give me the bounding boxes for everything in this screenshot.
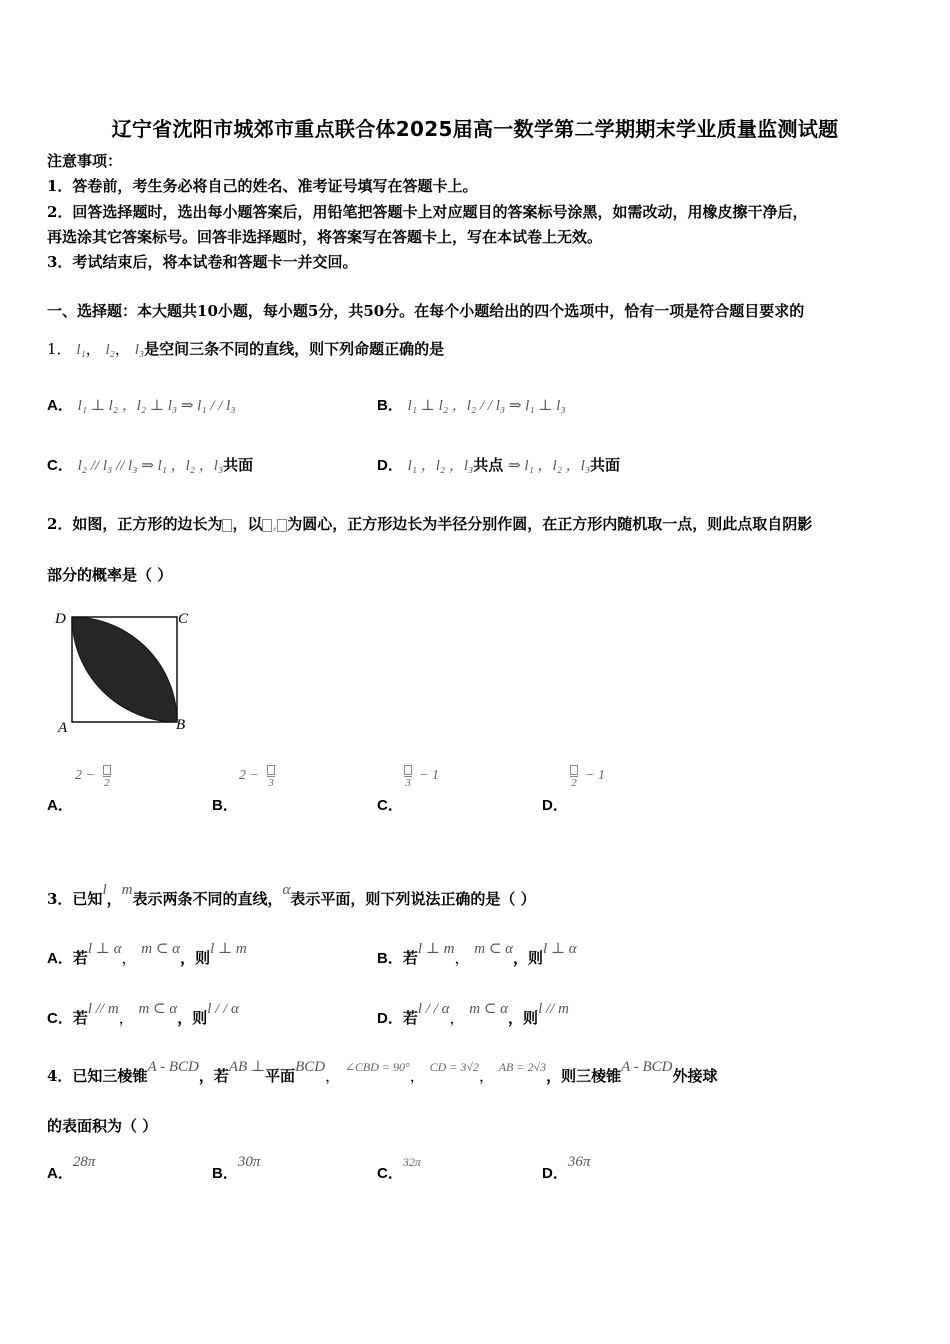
q1-option-b[interactable] [377,395,566,416]
q3-c-then: ，则 [177,1009,208,1027]
option-label: B． [212,1165,238,1182]
q2-d-post: − 1 [585,768,605,783]
q3-mid: 表示两条不同的直线， [132,890,283,908]
q2-option-a[interactable] [47,764,177,812]
q1-d-mid: 共点 [473,456,504,474]
vertex-a-label: A [58,720,68,736]
q1-b-expr: l₁ ⊥ l₂ ，l₂ / / l₃ ⇒ l₁ ⊥ l₃ [407,398,566,414]
option-label: B．若 [377,950,418,967]
lens-shaded-region [72,617,177,722]
q1-stem [47,339,444,360]
q4-plane: 平面 [265,1067,296,1085]
q1-l2: l₂ [105,342,115,358]
missing-glyph-icon [262,519,272,532]
q4-cd: CD = 3√2 [429,1060,479,1074]
q3-d-e1: l / / α [417,1001,450,1017]
q4-then: ，则三棱锥 [546,1067,622,1085]
q4-tail: 外接球 [672,1067,718,1085]
option-label: C． [377,797,403,814]
q4-a-value: 28π [72,1154,96,1170]
q4-bcd: BCD [295,1059,326,1075]
option-label: D．若 [377,1010,418,1027]
notice-item-3: 3．考试结束后，将本试卷和答题卡一并交回。 [47,253,358,271]
q2-c-post: − 1 [419,768,439,783]
option-label: C．若 [47,1010,88,1027]
q2-text-c: 为圆心，正方形边长为半径分别作圆，在正方形内随机取一点，则此点取自阴影 [287,515,813,533]
q3-l: l [102,882,107,898]
q1-comma: ， [114,340,130,358]
notice-heading: 注意事项： [47,152,123,170]
q2-a-den: 2 [104,777,110,789]
notice-item-2b: 再选涂其它答案标号。回答非选择题时，将答案写在答题卡上，写在本试卷上无效。 [47,228,603,246]
q1-option-c[interactable] [47,455,253,476]
missing-glyph-icon [103,765,111,775]
q2-stem-line1: 2．如图，正方形的边长为 ，以 , 为圆心，正方形边长为半径分别作圆，在正方形内随机取一点，则此点取自阴影 [47,515,813,533]
q4-d-value: 36π [567,1154,591,1170]
option-label: B． [377,397,403,414]
q3-stem [47,882,536,910]
missing-glyph-icon [404,765,412,775]
q4-ruo: ，若 [198,1067,229,1085]
q1-option-a[interactable] [47,395,236,416]
q1-comma: ， [85,340,101,358]
q3-alpha: α [282,882,291,898]
q1-l1: l₁ [76,342,86,358]
q3-option-b[interactable]: B．若l ⊥ m， m ⊂ α，则l ⊥ α [377,941,577,967]
q3-c-e1: l // m [87,1001,119,1017]
q3-d-e2: m ⊂ α [469,1001,509,1017]
option-label: D． [377,457,403,474]
q2-option-d[interactable] [542,764,672,812]
q4-stem-line2: 的表面积为（ ） [47,1117,158,1135]
vertex-c-label: C [178,611,189,627]
q3-a-then: ，则 [180,949,211,967]
option-label: B． [212,797,238,814]
q4-c-value: 32π [402,1155,421,1169]
q2-text-a: 2．如图，正方形的边长为 [47,515,223,533]
q3-a-e3: l ⊥ m [210,941,247,957]
q3-option-c[interactable]: C．若l // m， m ⊂ α，则l / / α [47,1001,239,1027]
missing-glyph-icon [222,519,232,532]
q1-l3: l₃ [134,342,145,358]
q4-stem-line1: 4．已知三棱锥A - BCD，若AB ⊥平面BCD， $^{\angle CBD = 90^\circ}$， $^{CD = 3√2}$， $^{AB = 2√3}$，则三棱锥A - BCD外接球 [47,1059,718,1085]
section-heading: 一、选择题：本大题共10小题，每小题5分，共50分。在每个小题给出的四个选项中，恰有一项是符合题目要求的 [47,302,805,320]
q3-option-a[interactable]: A．若l ⊥ α， m ⊂ α，则l ⊥ m [47,941,247,967]
option-label: D． [542,1165,568,1182]
q1-stem-text: 是空间三条不同的直线，则下列命题正确的是 [144,340,445,358]
q4-option-d[interactable] [542,1154,591,1184]
q1-d-tail: 共面 [590,456,621,474]
q4-tetra-2: A - BCD [621,1059,673,1075]
q4-pre: 4．已知三棱锥 [47,1067,148,1085]
q2-option-b[interactable] [212,764,342,812]
vertex-d-label: D [55,611,66,627]
q1-d-expr2: ⇒ l₁ ，l₂ ，l₃ [508,458,591,474]
q2-stem-line2: 部分的概率是（ ） [47,566,173,584]
option-label: C． [47,457,73,474]
q3-option-d[interactable]: D．若l / / α， m ⊂ α，则l // m [377,1001,569,1027]
q2-d-den: 2 [571,777,577,789]
q1-a-expr: l₁ ⊥ l₂ ，l₂ ⊥ l₃ ⇒ l₁ / / l₃ [77,398,236,414]
option-label: A． [47,1165,73,1182]
q3-c-e2: m ⊂ α [138,1001,178,1017]
q3-b-e1: l ⊥ m [417,941,455,957]
q3-d-e3: l // m [538,1001,569,1017]
q2-c-den: 3 [405,777,411,789]
q4-option-a[interactable] [47,1154,96,1184]
option-label: A．若 [47,950,88,967]
q4-tetra-1: A - BCD [147,1059,199,1075]
q3-b-e2: m ⊂ α [474,941,514,957]
notice-item-1: 1．答卷前，考生务必将自己的姓名、准考证号填写在答题卡上。 [47,177,478,195]
q2-b-den: 3 [268,777,274,789]
q1-option-d[interactable] [377,455,620,476]
page-title: 辽宁省沈阳市城郊市重点联合体2025届高一数学第二学期期末学业质量监测试题 [111,117,839,141]
option-label: D． [542,797,568,814]
q2-b-pre: 2 − [239,768,259,783]
q2-option-c[interactable] [377,764,507,812]
q2-figure [50,605,200,740]
missing-glyph-icon [277,519,287,532]
q3-b-then: ，则 [513,949,544,967]
q1-d-expr1: l₁ ，l₂ ，l₃ [407,458,474,474]
q2-text-b: ，以 [232,515,263,533]
q3-m: m [121,882,133,898]
q1-c-tail: 共面 [223,456,254,474]
option-label: A． [47,397,73,414]
q3-b-e3: l ⊥ α [543,941,577,957]
q3-a-e1: l ⊥ α [87,941,122,957]
option-label: C． [377,1165,403,1182]
q3-pre: 3．已知 [47,890,103,908]
vertex-b-label: B [176,717,186,733]
q3-post: 表示平面，则下列说法正确的是（ ） [290,890,536,908]
q3-comma: ， [106,890,122,908]
q3-a-e2: m ⊂ α [141,941,181,957]
q4-b-value: 30π [237,1154,261,1170]
q3-d-then: ，则 [508,1009,539,1027]
q3-c-e3: l / / α [207,1001,239,1017]
missing-glyph-icon [570,765,578,775]
q4-angle: ∠CBD = 90° [344,1060,410,1074]
missing-glyph-icon [267,765,275,775]
notice-item-2a: 2．回答选择题时，选出每小题答案后，用铅笔把答题卡上对应题目的答案标号涂黑，如需改动，用橡皮擦干净后， [47,203,808,221]
q2-a-pre: 2 − [75,768,95,783]
q4-ab-value: AB = 2√3 [498,1060,547,1074]
option-label: A． [47,797,73,814]
q4-ab: AB ⊥ [228,1059,266,1075]
q1-number: 1． [47,340,72,358]
q4-option-b[interactable] [212,1154,261,1184]
q1-c-expr: l₂ // l₃ // l₃ ⇒ l₁ ，l₂ ，l₃ [77,458,224,474]
